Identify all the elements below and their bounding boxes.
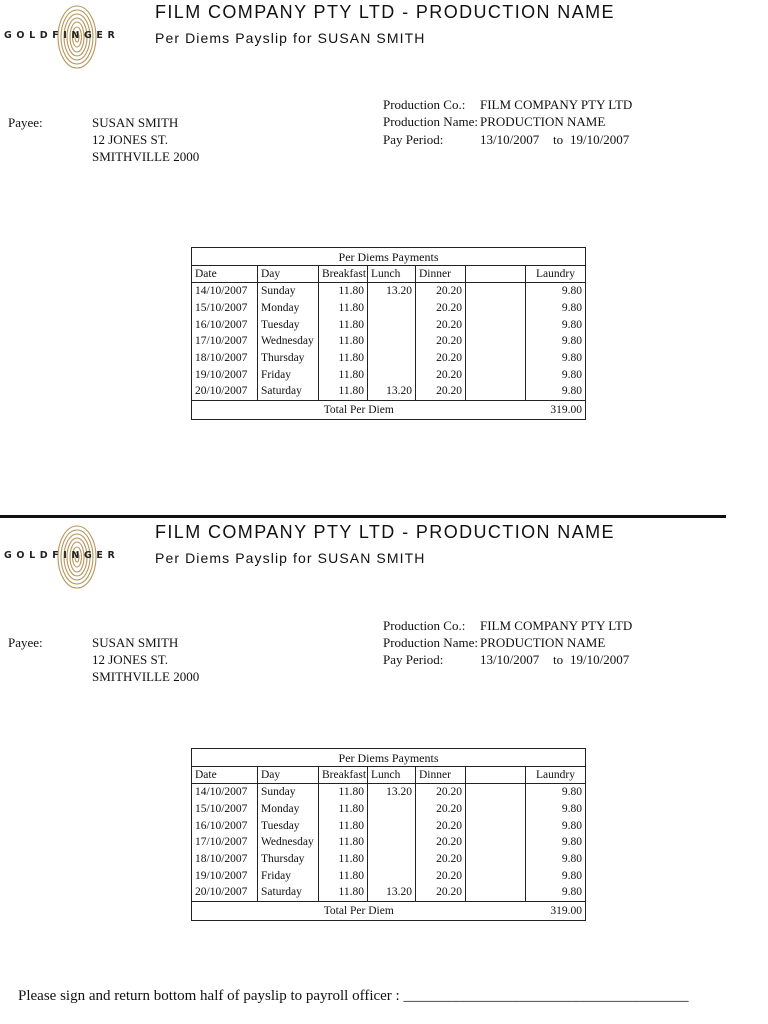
- cell-laundry: 9.80: [526, 366, 586, 383]
- cell-laundry: 9.80: [526, 884, 586, 901]
- logo-wordmark: GOLDFINGER: [4, 550, 120, 561]
- header-blank: [466, 767, 526, 784]
- cell-dinner: 20.20: [416, 834, 466, 851]
- total-label: Total Per Diem: [192, 901, 526, 920]
- cell-laundry: 9.80: [526, 316, 586, 333]
- header-lunch: Lunch: [368, 767, 416, 784]
- cell-day: Monday: [258, 801, 319, 818]
- logo: [4, 4, 150, 70]
- cell-date: 18/10/2007: [192, 350, 258, 367]
- cell-breakfast: 11.80: [319, 366, 368, 383]
- production-name-value: PRODUCTION NAME: [480, 635, 606, 650]
- cell-date: 19/10/2007: [192, 366, 258, 383]
- payee-address-line1: 12 JONES ST.: [92, 652, 168, 667]
- cell-day: Sunday: [258, 283, 319, 300]
- table-row: [192, 867, 586, 884]
- payee-name: SUSAN SMITH: [92, 635, 179, 650]
- payee-name: SUSAN SMITH: [92, 115, 179, 130]
- cell-laundry: 9.80: [526, 784, 586, 801]
- payee-label: Payee:: [8, 115, 43, 130]
- table-row: [192, 784, 586, 801]
- cell-laundry: 9.80: [526, 867, 586, 884]
- cell-dinner: 20.20: [416, 333, 466, 350]
- logo-wordmark: GOLDFINGER: [4, 30, 120, 41]
- cell-lunch: [368, 867, 416, 884]
- total-value: 319.00: [526, 400, 586, 419]
- cell-date: 14/10/2007: [192, 784, 258, 801]
- cell-dinner: 20.20: [416, 383, 466, 400]
- logo: [4, 524, 150, 590]
- cell-date: 16/10/2007: [192, 316, 258, 333]
- header-laundry: Laundry: [526, 266, 586, 283]
- cell-lunch: 13.20: [368, 884, 416, 901]
- table-row: [192, 283, 586, 300]
- signature-instruction: Please sign and return bottom half of payslip to payroll officer : ______________________________________: [18, 988, 689, 1004]
- cell-dinner: 20.20: [416, 784, 466, 801]
- header-day: Day: [258, 266, 319, 283]
- table-row: [192, 383, 586, 400]
- cell-lunch: 13.20: [368, 784, 416, 801]
- header-breakfast: Breakfast: [319, 266, 368, 283]
- cell-lunch: [368, 851, 416, 868]
- cell-laundry: 9.80: [526, 350, 586, 367]
- production-name-value: PRODUCTION NAME: [480, 114, 606, 129]
- pay-period-label: Pay Period:: [383, 132, 444, 147]
- per-diem-table: [191, 748, 586, 921]
- cell-laundry: 9.80: [526, 817, 586, 834]
- cell-breakfast: 11.80: [319, 300, 368, 317]
- header-laundry: Laundry: [526, 767, 586, 784]
- cell-day: Friday: [258, 366, 319, 383]
- cell-blank: [466, 784, 526, 801]
- per-diem-table: [191, 247, 586, 420]
- cell-dinner: 20.20: [416, 851, 466, 868]
- cell-lunch: [368, 300, 416, 317]
- header-blank: [466, 266, 526, 283]
- table-row: [192, 300, 586, 317]
- pay-period-from: 13/10/2007: [480, 132, 540, 147]
- tear-line-divider: [0, 515, 726, 518]
- cell-day: Saturday: [258, 383, 319, 400]
- payee-address-line1: 12 JONES ST.: [92, 132, 168, 147]
- cell-blank: [466, 300, 526, 317]
- cell-date: 20/10/2007: [192, 383, 258, 400]
- table-row: [192, 817, 586, 834]
- header-date: Date: [192, 767, 258, 784]
- table-body: [192, 784, 586, 902]
- cell-day: Tuesday: [258, 817, 319, 834]
- cell-date: 20/10/2007: [192, 884, 258, 901]
- cell-blank: [466, 283, 526, 300]
- cell-day: Monday: [258, 300, 319, 317]
- cell-lunch: [368, 817, 416, 834]
- header-breakfast: Breakfast: [319, 767, 368, 784]
- production-name-label: Production Name:: [383, 635, 478, 650]
- header-dinner: Dinner: [416, 767, 466, 784]
- page-title: FILM COMPANY PTY LTD - PRODUCTION NAME: [155, 2, 615, 22]
- cell-date: 19/10/2007: [192, 867, 258, 884]
- header-date: Date: [192, 266, 258, 283]
- production-co-value: FILM COMPANY PTY LTD: [480, 97, 633, 112]
- page-subtitle: Per Diems Payslip for SUSAN SMITH: [155, 30, 426, 46]
- table-row: [192, 834, 586, 851]
- cell-day: Friday: [258, 867, 319, 884]
- pay-period-to: 19/10/2007: [570, 652, 630, 667]
- cell-breakfast: 11.80: [319, 834, 368, 851]
- production-co-label: Production Co.:: [383, 618, 466, 633]
- cell-date: 17/10/2007: [192, 333, 258, 350]
- cell-lunch: [368, 366, 416, 383]
- cell-dinner: 20.20: [416, 884, 466, 901]
- payslip-top: [0, 0, 768, 500]
- cell-dinner: 20.20: [416, 366, 466, 383]
- cell-breakfast: 11.80: [319, 867, 368, 884]
- cell-breakfast: 11.80: [319, 884, 368, 901]
- table-row: [192, 333, 586, 350]
- cell-lunch: [368, 834, 416, 851]
- cell-blank: [466, 383, 526, 400]
- cell-dinner: 20.20: [416, 283, 466, 300]
- cell-blank: [466, 834, 526, 851]
- page-subtitle: Per Diems Payslip for SUSAN SMITH: [155, 550, 426, 566]
- cell-dinner: 20.20: [416, 316, 466, 333]
- pay-period-label: Pay Period:: [383, 652, 444, 667]
- cell-day: Wednesday: [258, 333, 319, 350]
- payslip-bottom: [0, 520, 768, 1020]
- cell-day: Wednesday: [258, 834, 319, 851]
- cell-dinner: 20.20: [416, 350, 466, 367]
- cell-day: Sunday: [258, 784, 319, 801]
- table-row: [192, 884, 586, 901]
- cell-lunch: [368, 801, 416, 818]
- total-label: Total Per Diem: [192, 400, 526, 419]
- cell-breakfast: 11.80: [319, 350, 368, 367]
- pay-period-to: 19/10/2007: [570, 132, 630, 147]
- cell-date: 15/10/2007: [192, 801, 258, 818]
- cell-laundry: 9.80: [526, 283, 586, 300]
- cell-blank: [466, 817, 526, 834]
- cell-day: Saturday: [258, 884, 319, 901]
- pay-period-to-label: to: [553, 132, 564, 147]
- cell-laundry: 9.80: [526, 801, 586, 818]
- header-lunch: Lunch: [368, 266, 416, 283]
- cell-laundry: 9.80: [526, 834, 586, 851]
- cell-blank: [466, 867, 526, 884]
- header-dinner: Dinner: [416, 266, 466, 283]
- cell-dinner: 20.20: [416, 801, 466, 818]
- table-caption: Per Diems Payments: [192, 749, 586, 767]
- cell-breakfast: 11.80: [319, 316, 368, 333]
- cell-breakfast: 11.80: [319, 333, 368, 350]
- cell-laundry: 9.80: [526, 851, 586, 868]
- cell-laundry: 9.80: [526, 383, 586, 400]
- production-name-label: Production Name:: [383, 114, 478, 129]
- cell-breakfast: 11.80: [319, 383, 368, 400]
- cell-date: 16/10/2007: [192, 817, 258, 834]
- cell-day: Thursday: [258, 350, 319, 367]
- table-row: [192, 350, 586, 367]
- cell-breakfast: 11.80: [319, 817, 368, 834]
- pay-period-to-label: to: [553, 652, 564, 667]
- cell-breakfast: 11.80: [319, 283, 368, 300]
- header-day: Day: [258, 767, 319, 784]
- cell-laundry: 9.80: [526, 300, 586, 317]
- cell-blank: [466, 366, 526, 383]
- table-row: [192, 366, 586, 383]
- cell-dinner: 20.20: [416, 300, 466, 317]
- cell-breakfast: 11.80: [319, 851, 368, 868]
- total-value: 319.00: [526, 901, 586, 920]
- table-row: [192, 801, 586, 818]
- cell-lunch: [368, 333, 416, 350]
- payee-address-line2: SMITHVILLE 2000: [92, 149, 200, 164]
- payee-address-line2: SMITHVILLE 2000: [92, 669, 200, 684]
- production-co-label: Production Co.:: [383, 97, 466, 112]
- cell-lunch: 13.20: [368, 383, 416, 400]
- cell-blank: [466, 316, 526, 333]
- cell-breakfast: 11.80: [319, 784, 368, 801]
- cell-blank: [466, 801, 526, 818]
- cell-laundry: 9.80: [526, 333, 586, 350]
- cell-lunch: [368, 350, 416, 367]
- production-co-value: FILM COMPANY PTY LTD: [480, 618, 633, 633]
- cell-date: 15/10/2007: [192, 300, 258, 317]
- cell-date: 18/10/2007: [192, 851, 258, 868]
- cell-blank: [466, 884, 526, 901]
- cell-blank: [466, 350, 526, 367]
- cell-day: Tuesday: [258, 316, 319, 333]
- cell-lunch: 13.20: [368, 283, 416, 300]
- cell-dinner: 20.20: [416, 817, 466, 834]
- pay-period-from: 13/10/2007: [480, 652, 540, 667]
- table-row: [192, 316, 586, 333]
- cell-blank: [466, 333, 526, 350]
- cell-breakfast: 11.80: [319, 801, 368, 818]
- cell-date: 14/10/2007: [192, 283, 258, 300]
- payee-label: Payee:: [8, 635, 43, 650]
- cell-date: 17/10/2007: [192, 834, 258, 851]
- table-caption: Per Diems Payments: [192, 248, 586, 266]
- page-title: FILM COMPANY PTY LTD - PRODUCTION NAME: [155, 522, 615, 542]
- cell-blank: [466, 851, 526, 868]
- cell-dinner: 20.20: [416, 867, 466, 884]
- cell-lunch: [368, 316, 416, 333]
- table-body: [192, 283, 586, 401]
- table-row: [192, 851, 586, 868]
- cell-day: Thursday: [258, 851, 319, 868]
